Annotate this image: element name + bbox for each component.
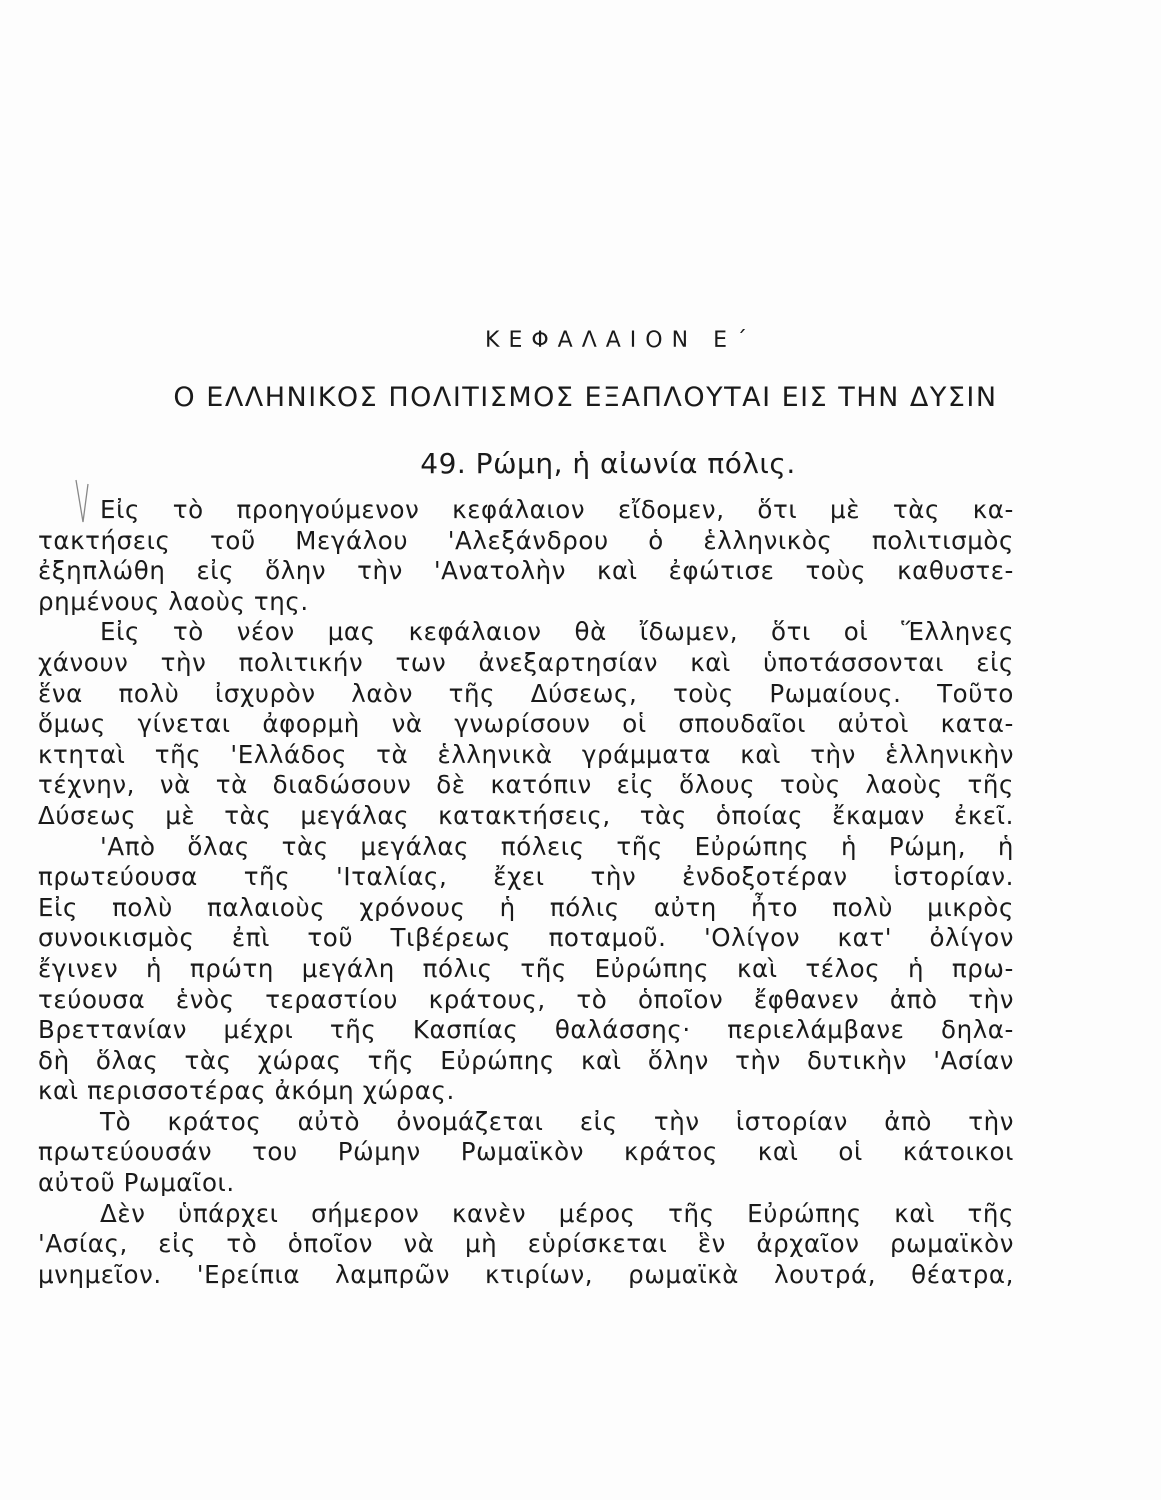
- text-line: δὴ ὅλας τὰς χώρας τῆς Εὐρώπης καὶ ὅλην τὴν δυτικὴν 'Ασίαν: [38, 1045, 1014, 1075]
- text-line: Εἰς τὸ προηγούμενον κεφάλαιον εἴδομεν, ὅτι μὲ τὰς κα-: [100, 495, 1014, 524]
- text-line: ἔγινεν ἡ πρώτη μεγάλη πόλις τῆς Εὐρώπης καὶ τέλος ἡ πρω-: [38, 953, 1014, 983]
- text-line: 'Ασίας, εἰς τὸ ὁποῖον νὰ μὴ εὑρίσκεται ἓν ἀρχαῖον ρωμαϊκὸν: [38, 1229, 1014, 1259]
- text-line: τεύουσα ἑνὸς τεραστίου κράτους, τὸ ὁποῖον ἔφθανεν ἀπὸ τὴν: [38, 984, 1014, 1014]
- text-line: τέχνην, νὰ τὰ διαδώσουν δὲ κατόπιν εἰς ὅλους τοὺς λαοὺς τῆς: [38, 770, 1014, 800]
- text-line: Εἰς τὸ νέον μας κεφάλαιον θὰ ἴδωμεν, ὅτι οἱ Ἕλληνες: [100, 617, 1014, 647]
- text-line: ὅμως γίνεται ἀφορμὴ νὰ γνωρίσουν οἱ σπουδαῖοι αὐτοὶ κατα-: [38, 709, 1014, 739]
- text-line: συνοικισμὸς ἐπὶ τοῦ Τιβέρεως ποταμοῦ. 'Ολίγον κατ' ὀλίγον: [38, 923, 1014, 953]
- text-line: Τὸ κράτος αὐτὸ ὀνομάζεται εἰς τὴν ἱστορίαν ἀπὸ τὴν: [100, 1106, 1014, 1136]
- text-line: ἕνα πολὺ ἰσχυρὸν λαὸν τῆς Δύσεως, τοὺς Ρωμαίους. Τοῦτο: [38, 678, 1014, 708]
- text-line: καὶ περισσοτέρας ἀκόμη χώρας.: [38, 1076, 455, 1106]
- text-line: ἐξηπλώθη εἰς ὅλην τὴν 'Ανατολὴν καὶ ἐφώτισε τοὺς καθυστε-: [38, 556, 1014, 586]
- text-line: μνημεῖον. 'Ερείπια λαμπρῶν κτιρίων, ρωμαϊκὰ λουτρά, θέατρα,: [38, 1259, 1014, 1289]
- text-line: πρωτεύουσα τῆς 'Ιταλίας, ἔχει τὴν ἐνδοξοτέραν ἱστορίαν.: [38, 862, 1014, 892]
- text-line: χάνουν τὴν πολιτικήν των ἀνεξαρτησίαν καὶ ὑποτάσσονται εἰς: [38, 647, 1014, 677]
- text-line: ρημένους λαοὺς της.: [38, 586, 309, 616]
- text-line: κτηταὶ τῆς 'Ελλάδος τὰ ἑλληνικὰ γράμματα καὶ τὴν ἑλληνικὴν: [38, 739, 1014, 769]
- chapter-title: Ο ΕΛΛΗΝΙΚΟΣ ΠΟΛΙΤΙΣΜΟΣ ΕΞΑΠΛΟΥΤΑΙ ΕΙΣ ΤΗΝ ΔΥΣΙΝ: [173, 382, 998, 413]
- text-line: τακτήσεις τοῦ Μεγάλου 'Αλεξάνδρου ὁ ἑλληνικὸς πολιτισμὸς: [38, 525, 1014, 555]
- text-line: 'Απὸ ὅλας τὰς μεγάλας πόλεις τῆς Εὐρώπης ἡ Ρώμη, ἡ: [100, 831, 1014, 861]
- text-line: αὐτοῦ Ρωμαῖοι.: [38, 1168, 235, 1198]
- body-text: [38, 495, 1014, 1290]
- text-line: Δὲν ὑπάρχει σήμερον κανὲν μέρος τῆς Εὐρώπης καὶ τῆς: [100, 1198, 1014, 1228]
- text-line: Δύσεως μὲ τὰς μεγάλας κατακτήσεις, τὰς ὁποίας ἔκαμαν ἐκεῖ.: [38, 800, 1014, 830]
- section-heading: 49. Ρώμη, ἡ αἰωνία πόλις.: [420, 447, 796, 480]
- text-line: πρωτεύουσάν του Ρώμην Ρωμαϊκὸν κράτος καὶ οἱ κάτοικοι: [38, 1137, 1014, 1167]
- text-line: Βρεττανίαν μέχρι τῆς Κασπίας θαλάσσης· περιελάμβανε δηλα-: [38, 1015, 1014, 1045]
- text-line: Εἰς πολὺ παλαιοὺς χρόνους ἡ πόλις αὐτη ἦτο πολὺ μικρὸς: [38, 892, 1014, 922]
- chapter-label: ΚΕΦΑΛΑΙΟΝ Ε΄: [485, 328, 756, 353]
